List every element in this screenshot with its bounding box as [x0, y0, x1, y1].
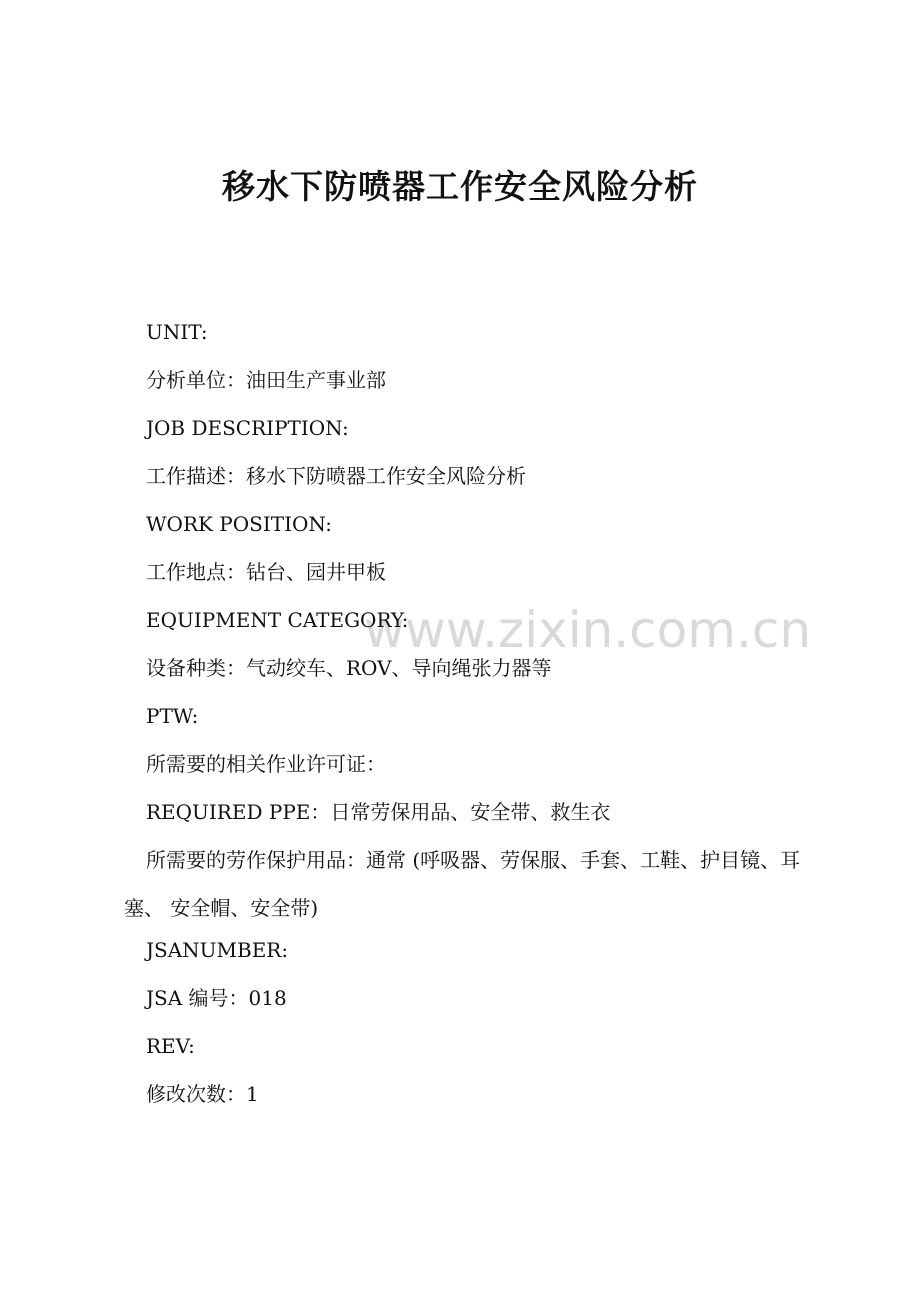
jsa-number-label: JSANUMBER:	[146, 938, 289, 962]
equipment-category-label: EQUIPMENT CATEGORY:	[146, 608, 409, 632]
work-position-label: WORK POSITION:	[146, 512, 332, 536]
field-list	[0, 314, 920, 1124]
required-permits-field: 所需要的相关作业许可证：	[146, 752, 386, 776]
rev-label: REV:	[146, 1034, 195, 1058]
revision-count-field: 修改次数：1	[146, 1082, 259, 1106]
protective-equipment-field: 所需要的劳作保护用品：通常 (呼吸器、劳保服、手套、工鞋、护目镜、耳塞、 安全帽、安全带)	[124, 848, 801, 920]
page-title: 移水下防喷器工作安全风险分析	[222, 167, 698, 206]
ptw-label: PTW:	[146, 704, 199, 728]
work-location-field: 工作地点：钻台、园井甲板	[146, 560, 386, 584]
job-description-field: 工作描述：移水下防喷器工作安全风险分析	[146, 464, 526, 488]
jsa-number-field: JSA 编号：018	[146, 986, 287, 1010]
equipment-type-field: 设备种类：气动绞车、ROV、导向绳张力器等	[146, 656, 552, 680]
required-ppe-field: REQUIRED PPE：日常劳保用品、安全带、救生衣	[146, 800, 611, 824]
analysis-unit-field: 分析单位：油田生产事业部	[146, 368, 386, 392]
job-description-label: JOB DESCRIPTION:	[146, 416, 349, 440]
unit-label: UNIT:	[146, 320, 208, 344]
watermark: www.zixin.com.cn	[364, 601, 812, 659]
